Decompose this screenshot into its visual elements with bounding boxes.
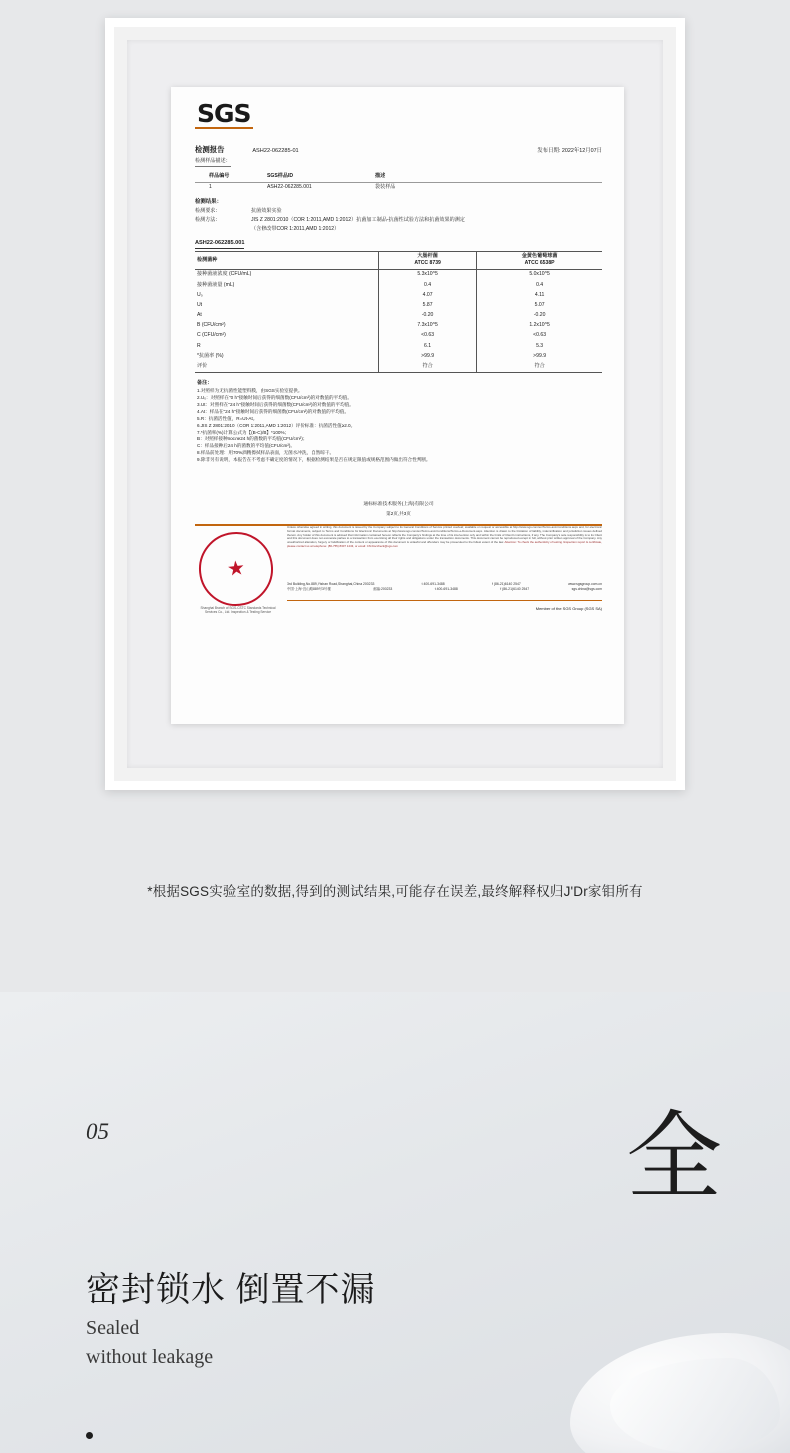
row-value-ecoli: -0.20 [378,311,476,321]
result-key: 检测方法： [195,217,221,224]
contact-email[interactable]: sgs.china@sgs.com [571,586,602,591]
feature-number: 05 [86,1119,109,1144]
notes-title: 备注： [197,379,213,386]
feature-subtitle-line2: without leakage [86,1346,214,1368]
table-row [195,280,602,290]
contact-postcode: 邮编:200233 [373,586,393,591]
row-label: 评价 [195,361,378,372]
note-item: 4.At：样品在"24 h"接触时间后获得的细菌数(CFU/cm²)的对数值的平均值。 [197,408,350,414]
note-item: C：样品接种后24 h的菌数的平均值(CFU/cm²)。 [197,443,296,449]
result-value: JIS Z 2801:2010（COR 1:2011,AMD 1:2012）抗菌加工制品-抗菌性试验方法和抗菌效果的测定 [251,217,465,224]
sgs-logo-row [195,101,602,129]
row-label: At [195,311,378,321]
data-col-species: 检测菌种 [195,251,378,270]
table-row [195,270,602,281]
sgs-test-report-document [171,87,624,724]
footer-divider [287,600,602,601]
sample-desc: 袋装样品 [375,183,396,190]
row-label: U₀ [195,290,378,300]
report-id: ASH22-062285-01 [252,148,299,154]
row-value-staph: <0.63 [477,331,602,341]
table-row [195,361,602,372]
table-row [195,321,602,331]
row-label: *抗菌率 (%) [195,351,378,361]
report-header [195,145,602,156]
row-label: 接种菌液浓度 (CFU/mL) [195,270,378,281]
report-notes [195,380,602,464]
result-value: （含修改带COR 1:2011,AMD 1:2012） [251,226,340,233]
contact-row-cn [287,587,602,592]
antibacterial-data-table [195,251,602,373]
feature-subtitle-line1: Sealed [86,1317,140,1339]
row-value-staph: 4.11 [477,290,602,300]
note-item: 6.JIS Z 2801:2010（COR 1:2011,AMD 1:2012）评价标准：抗菌活性值≥2.0。 [197,422,356,428]
note-item: 9.除非另有说明，本报告在不考虑不确定度的情况下，根据检测结果是否在规定限值或规格范围内做出符合性判断。 [197,457,431,463]
official-seal-stamp [195,528,276,609]
bullet-dot-icon [86,1432,93,1439]
result-value: 抗菌效果实验 [251,208,282,215]
note-item: 2.U₀：对照样在"0 h"接触时间后获得的细菌数(CFU/cm²)的对数值的平均值。 [197,395,352,401]
row-value-ecoli: 符合 [378,361,476,372]
table-row [195,182,602,192]
row-value-ecoli: 5.3x10^5 [378,270,476,281]
contact-website[interactable]: www.sgsgroup.com.cn [568,581,602,586]
contact-phone-cn: t 400-691-3488 [434,586,458,591]
table-row [195,290,602,300]
note-item: 7.*抗菌率(%)计算公式为【(B-C)/B】*100%； [197,429,290,435]
row-label: 接种菌液量 (mL) [195,280,378,290]
data-col-ecoli-name: 大肠杆菌 [417,252,438,259]
result-label: 检测结果： [195,198,222,205]
sample-id: ASH22-062285.001 [267,183,312,190]
legal-terms-text [287,526,602,550]
data-col-staph-strain: ATCC 6538P [524,260,555,267]
table-row [195,351,602,361]
sample-col-id: SGS样品ID [267,172,375,182]
sgs-logo: SGS [197,99,251,128]
data-col-ecoli-strain: ATCC 8739 [414,260,441,267]
sample-table [195,172,602,192]
data-col-ecoli [378,251,476,270]
row-value-staph: 5.07 [477,301,602,311]
table-row [195,341,602,351]
row-label: Ut [195,301,378,311]
row-label: B (CFU/cm²) [195,321,378,331]
table-row [195,331,602,341]
row-value-staph: >99.9 [477,351,602,361]
row-value-staph: 5.3 [477,341,602,351]
note-item: 3.Ut：对照样在"24 h"接触时间后获得的细菌数(CFU/cm²)的对数值的平均值。 [197,402,354,408]
star-icon: ★ [225,556,247,581]
feature-section-sealed [0,992,790,1453]
contact-fax-en: f (86-21)6140 2547 [491,581,521,586]
row-value-ecoli: 7.3x10^5 [378,321,476,331]
sample-col-no: 样品编号 [195,172,267,182]
row-value-staph: -0.20 [477,311,602,321]
row-value-ecoli: 6.1 [378,341,476,351]
sgs-group-member-note: Member of the SGS Group (SGS SA) [535,605,602,611]
table-header-row [195,172,602,182]
row-value-staph: 5.0x10^5 [477,270,602,281]
feature-title: 密封锁水 倒置不漏 [86,1272,376,1309]
row-value-staph: 1.2x10^5 [477,321,602,331]
row-value-ecoli: <0.63 [378,331,476,341]
table-row [195,301,602,311]
legal-attention: Attention: To check the authenticity of testing /inspection report & certificate, please contact us at telephone: (86-755) 8307 1443, or email: CN.Doccheck@sgs.com [287,540,602,549]
row-value-ecoli: >99.9 [378,351,476,361]
result-key [195,226,251,233]
feature-glyph: 全 [626,1104,722,1211]
certificate-disclaimer: *根据SGS实验室的数据,得到的测试结果,可能存在误差,最终解释权归J'Dr家钼所有 [147,884,643,899]
result-key: 检测要求： [195,208,221,215]
contact-phone-en: t 400-691-3488 [421,581,445,586]
report-subtitle-wrap [195,156,602,167]
legal-body: Unless otherwise agreed in writing, this document is issued by the Company subject to its General Conditions of Service printed overleaf, available on request or accessible at http://www.sgs.com/en/Terms-and-Conditions.aspx and, for electronic format documents, subject to Terms and Conditions for Electronic Documents at http://www.sgs.com/en/Terms-and-Conditions/Terms-e-Document.aspx. Attention is drawn to the limitation of liability, indemnification and jurisdiction issues defined therein. Any holder of this document is advised that information contained hereon reflects the Company's findings at the time of its intervention only and within the limits of Client's instructions, if any. The Company's sole responsibility is to its Client and this document does not exonerate parties to a transaction from exercising all their rights and obligations under the transaction documents. This document cannot be reproduced except in full, without prior written approval of the Company. Any unauthorized alteration, forgery or falsification of the content or appearance of this document is unlawful and offenders may be prosecuted to the fullest extent of the law. [287,524,602,545]
report-page-number: 第2页,共3页 [386,511,411,516]
row-value-staph: 符合 [477,361,602,372]
sample-col-desc: 描述 [375,172,602,182]
result-row [195,208,602,215]
stamp-caption: Shanghai Branch of SGS-CSTC Standards Technical Services Co., Ltd. Inspection & Testing Service [200,605,276,614]
note-item: B：对照样接种после24 h的菌数的平均值(CFU/cm²)； [197,436,308,442]
result-row [195,226,602,233]
report-title: 检测报告 [195,145,225,154]
report-title-group [195,145,299,156]
contact-fax-cn: f (86-21)6140 2547 [500,586,530,591]
row-label: R [195,341,378,351]
row-value-ecoli: 5.87 [378,301,476,311]
note-item: 8.样品前处理：用70%酒精擦拭样品表面，无菌水冲洗，自然晾干。 [197,450,335,456]
contact-address-en: 3rd Building,No.889,Yishan Road,Shanghai,China 200233 [287,581,375,586]
table-row [195,311,602,321]
data-col-staph [477,251,602,270]
report-footer [195,524,602,618]
note-item: 5.R：抗菌活性值，R=Ut-At。 [197,415,258,421]
result-row [195,217,602,224]
data-col-staph-name: 金黄色葡萄球菌 [521,252,558,259]
sample-no: 1 [209,183,212,190]
contact-info [287,582,602,592]
contact-address-cn: 中国·上海·宜山路889号3号楼 [287,586,331,591]
result-id-wrap [195,233,602,248]
note-item: 1.对照样为无抗菌性能塑料膜，由SGS实验室提供。 [197,388,303,394]
row-value-ecoli: 4.07 [378,290,476,300]
row-value-staph: 0.4 [477,280,602,290]
report-issue-date: 发布日期: 2022年12月07日 [537,148,602,154]
report-subtitle: 检测样品描述： [195,158,231,167]
report-company: 通标标准技术服务(上海)有限公司 [363,502,434,508]
table-header-row [195,251,602,270]
row-label: C (CFU/cm²) [195,331,378,341]
result-sample-id: ASH22-062285.001 [195,239,244,248]
row-value-ecoli: 0.4 [378,280,476,290]
